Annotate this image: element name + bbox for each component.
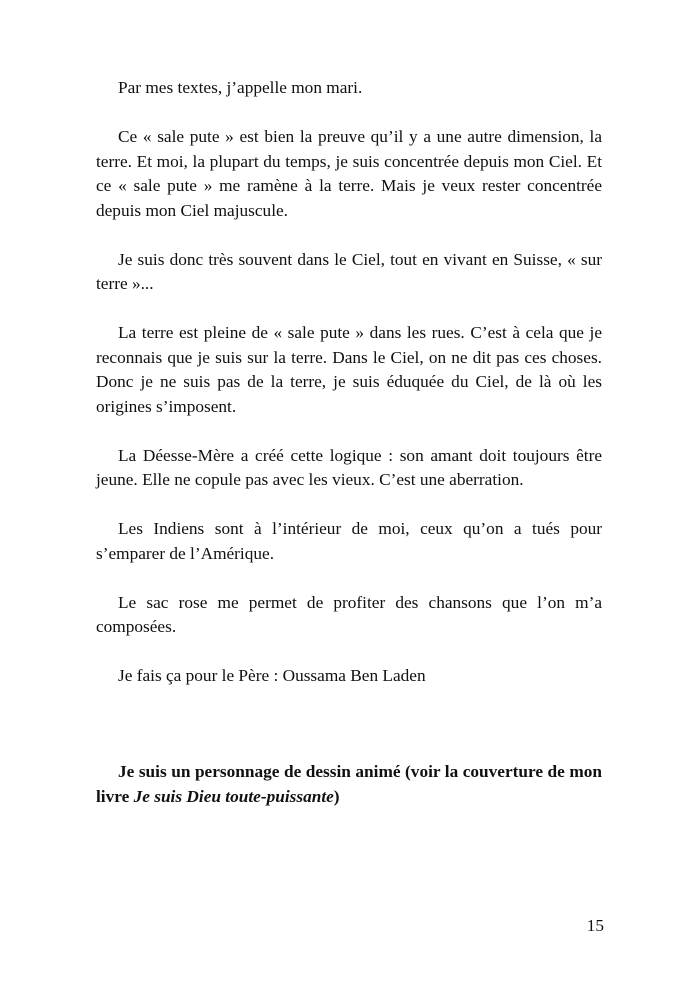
paragraph-5: La Déesse-Mère a créé cette logique : son amant doit toujours être jeune. Elle ne copule pas avec les vieux. C’est une aberration.	[96, 445, 602, 489]
paragraph-8: Je fais ça pour le Père : Oussama Ben Laden	[118, 666, 426, 685]
paragraph-4: La terre est pleine de « sale pute » dans les rues. C’est à cela que je reconnais que je suis sur la terre. Dans le Ciel, on ne dit pas ces choses. Donc je ne suis pas de la terre, je suis éduquée du Ciel, de là où les origines s’imposent.	[96, 323, 602, 416]
page-number: 15	[586, 916, 604, 935]
body-text	[96, 76, 602, 713]
paragraph-7: Le sac rose me permet de profiter des chansons que l’on m’a composées.	[96, 592, 602, 636]
closing-lead: Je suis un personnage de dessin animé (voir la couverture de mon livre	[96, 762, 602, 806]
book-title: Je suis Dieu toute-puissante	[133, 786, 334, 806]
paragraph-1: Par mes textes, j’appelle mon mari.	[118, 78, 363, 97]
paragraph-3: Je suis donc très souvent dans le Ciel, tout en vivant en Suisse, « sur terre »...	[96, 249, 602, 293]
closing-tail: )	[333, 786, 340, 806]
paragraph-2: Ce « sale pute » est bien la preuve qu’il y a une autre dimension, la terre. Et moi, la plupart du temps, je suis concentrée depuis mon Ciel. Et ce « sale pute » me ramène à la terre. Mais je veux rester concentrée depuis mon Ciel majuscule.	[96, 127, 602, 220]
paragraph-6: Les Indiens sont à l’intérieur de moi, ceux qu’on a tués pour s’emparer de l’Amérique.	[96, 519, 602, 563]
closing-statement	[96, 760, 602, 809]
